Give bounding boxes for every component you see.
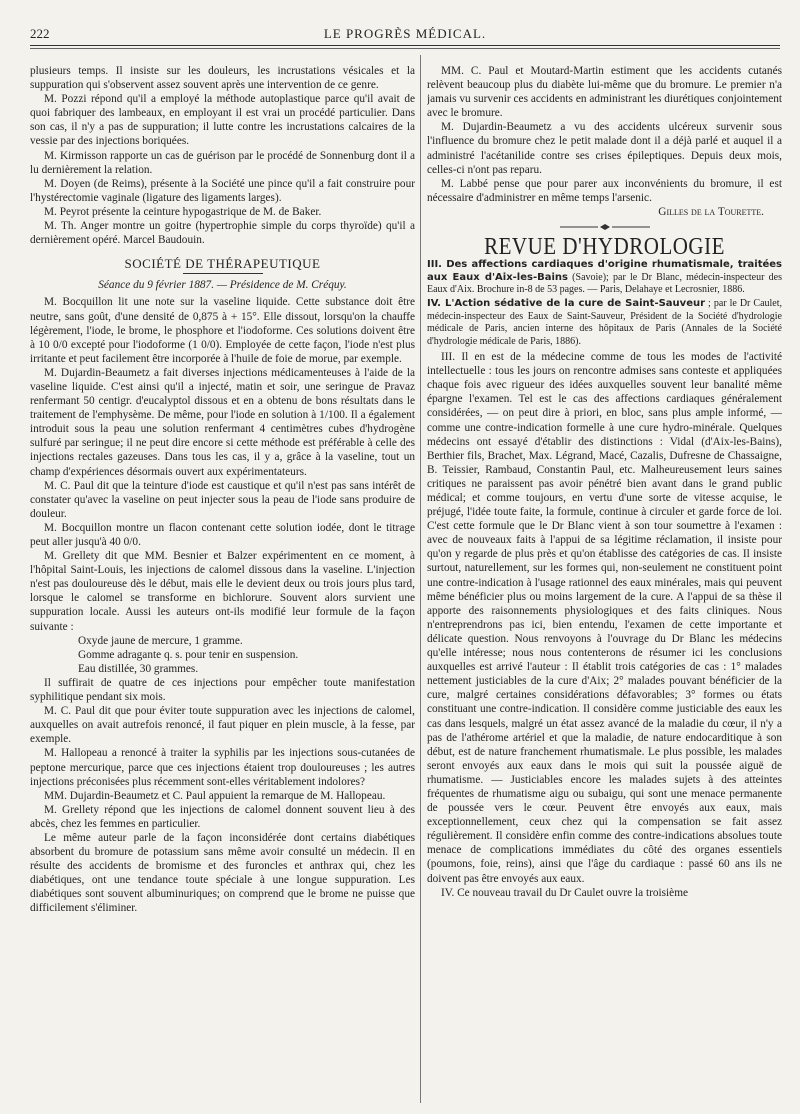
page-header [30,26,780,46]
paragraph: Il suffirait de quatre de ces injections pour empêcher toute manifestation syphilitique pendant six mois. [30,676,415,704]
header-rule [30,45,780,46]
paragraph: M. Dujardin-Beaumetz a fait diverses injections médicamenteuses à l'aide de la vaseline liquide. C'est ainsi qu'il a injecté, matin et soir, une seringue de Pravaz renfermant 50 centigr. d'eucalyptol dissous et en a obtenu de bons résultats dans le traitement de l'emphysème. De même, pour l'iode en solution à 1/100. Il a également introduit sous la peau une solution renfermant 4 centimètres cubes d'hydrogène sulfuré par seringue; il ne peut dire encore si cette méthode est préférable à celle des injections rectales gazeuses. Dans tous les cas, il y a, grâce à la vaseline, tout un champ d'expériences désormais ouvert aux expérimentateurs. [30,366,415,478]
paragraph: M. Grellety répond que les injections de calomel donnent souvent lieu à des abcès, chez les femmes en particulier. [30,803,415,830]
formula-line: Eau distillée, 30 grammes. [78,662,199,675]
section-rule [183,273,263,274]
paragraph: M. Th. Anger montre un goitre (hypertrophie simple du corps thyroïde) qu'il a dernièrement opéré. Marcel Baudouin. [30,220,415,247]
reference-details: ; par le Dr Caulet, médecin-inspecteur des Eaux de Saint-Sauveur, Président de la Société d'hydrologie médicale de Paris, ancien interne des hôpitaux de Paris (Annales de la Société d'hydrologie médicale de Paris, 1886). [427,298,782,347]
header-rule-secondary [30,48,780,49]
reference-details: (Savoie); par le Dr Blanc, médecin-inspecteur des Eaux d'Aix. Brochure in-8 de 53 pages. — Paris, Delahaye et Lecrosnier, 1886. [427,271,782,296]
reference-entry [427,259,782,296]
paragraph: Le même auteur parle de la façon inconsidérée dont certains diabétiques absorbent du bromure de potassium sans même avoir consulté un médecin. Il en résulte des accidents de bromisme et des furoncles et anthrax qui, chez les diabétiques, ont une tendance toute spéciale à une longue suppuration. Les diabétiques sont souvent albuminuriques; on comprend que le brome ne puisse que difficilement s'éliminer. [30,831,415,915]
seance-line: Séance du 9 février 1887. — Présidence de M. Créquy. [98,279,347,292]
paragraph: MM. C. Paul et Moutard-Martin estiment que les accidents cutanés relèvent beaucoup plus du diabète lui-même que du bromure. Le premier n'a jamais vu survenir ces accidents en administrant les diurétiques conjointement avec le bromure. [427,65,782,120]
paragraph: M. Pozzi répond qu'il a employé la méthode autoplastique parce qu'il avait de quoi fabriquer des lambeaux, en employant il est vrai un procédé particulier. Dans son cas, il n'y a pas de suppuration; il lutte contre les incrustations calcaires de la vessie par des injections boriquées. [30,93,415,148]
paragraph: IV. Ce nouveau travail du Dr Caulet ouvre la troisième [441,886,688,899]
column-divider [420,55,421,1103]
paragraph: M. Dujardin-Beaumetz a vu des accidents ulcéreux survenir sous l'influence du bromure chez le petit malade dont il a déjà parlé et auquel il a administré l'acétanilide contre ses crises épileptiques. Depuis deux mois, celles-ci n'ont pas reparu. [427,121,782,176]
section-title: SOCIÉTÉ DE THÉRAPEUTIQUE [124,256,321,272]
journal-title: LE PROGRÈS MÉDICAL. [323,26,487,41]
page-number: 222 [30,26,50,41]
paragraph: plusieurs temps. Il insiste sur les douleurs, les incrustations vésicales et la suppuration qui s'observent assez souvent après une intervention de ce genre. [30,65,415,92]
paragraph: M. Peyrot présente la ceinture hypogastrique de M. de Baker. [44,205,322,218]
paragraph: M. Bocquillon lit une note sur la vaseline liquide. Cette substance doit être neutre, sans goût, d'une densité de 0,875 à + 15°. Elle dissout, lorsqu'on la chauffe légèrement, l'iode, le brome, le phosphore et l'iodoforme. Ces solutions doivent être à 10 0/0 excepté pour l'iodoforme (1 0/0). Employée de cette façon, l'iode n'est plus irritante et peut facilement être incorporée à l'huile de foie de morue, par exemple. [30,296,415,365]
left-column [30,64,415,1104]
author-signature: Gilles de la Tourette. [658,205,764,218]
right-column [427,64,782,1104]
reference-entry [427,298,782,348]
paragraph: M. Doyen (de Reims), présente à la Société une pince qu'il a fait construire pour l'hystérectomie vaginale (ligature des ligaments larges). [30,177,415,204]
paragraph: M. Bocquillon montre un flacon contenant cette solution iodée, dont le titrage peut aller jusqu'à 40 0/0. [30,521,415,548]
paragraph: M. Grellety dit que MM. Besnier et Balzer expérimentent en ce moment, à l'hôpital Saint-Louis, les injections de calomel dissous dans la vaseline. L'injection n'est pas douloureuse dès le début, mais elle le devient deux ou trois jours plus tard, lorsque le calomel se transforme en bichlorure. Souvent alors survient une suppuration locale. Aussi les auteurs ont-ils modifié leur formule de la façon suivante : [30,550,415,633]
paragraph: M. C. Paul dit que pour éviter toute suppuration avec les injections de calomel, auxquelles on avait autrefois renoncé, il faut piquer en plein muscle, à la fesse, par exemple. [30,705,415,746]
paragraph: III. Il en est de la médecine comme de tous les modes de l'activité intellectuelle : tous les jours on rencontre admises sans conteste et appliquées chaque fois avec rigueur des idées auxquelles souvent leur banalité même épargne l'examen. Tel est le cas des affections cardiaques généralement considérées, — on peut dire à priori, en bloc, sans plus ample informé, — comme une contre-indication formelle à une cure hydro-minérale. Quelques médecins ont essayé d'établir des distinctions : Vidal (d'Aix-les-Bains), Berthier fils, Brachet, Max. Légrand, Macé, Cazalis, Dufresne de Chassaigne, B. Teissier, Rambaud, Constantin Paul, etc. Malheureusement leurs saines critiques ne paraissent pas avoir pénétré bien avant dans le grand public médical; et comme toujours, en vertu d'une sorte de vitesse acquise, le préjugé, l'idée toute faite, la formule, continue à circuler et garde force de loi. C'est cette formule que le Dr Blanc vient à son tour soumettre à l'examen : avec de nouveaux faits à l'appui de sa légitime réclamation, il insiste pour qu'on y regarde de plus près et qu'on établisse des catégories de cas. Il insiste surtout, naturellement, sur les formes qui, non-seulement ne constituent point une contre-indication à l'usage rationnel des eaux minérales, mais qui peuvent même bénéficier plus ou moins largement de la cure. A l'appui de sa thèse il apporte des raisonnements physiologiques et des faits cliniques. Nous n'entreprendrons pas ici, bien entendu, l'examen de cette importante et délicate question. Nous renvoyons à l'ouvrage du Dr Blanc les médecins qu'elle intéresse; nous nous contenterons de résumer ici les conclusions auxquelles est arrivé l'auteur : Il établit trois catégories de cas : 1° malades nettement justiciables de la cure d'Aix; 2° malades pouvant bénéficier de la cure, malgré certaines considérations défavorables; 3° formes ou états constituant une contre-indication. Il considère comme justiciable des eaux les cas dans lesquels, malgré un état assez avancé de la maladie du cœur, il n'y a pas de l'athérome artériel et que la maladie, de nature endocarditique à son début, est de nature franchement rhumatismale. Le plus possible, les malades seront envoyés aux eaux dans le mois qui suit la poussée aiguë de rhumatisme. — Justiciables encore les malades sujets à des atteintes fréquentes de rhumatisme aigu ou subaigu, qui sont une menace permanente de poussée vers le cœur. Peuvent être envoyés aux eaux, mais exceptionnellement, ceux chez qui la compensation se fait assez régulièrement. Il considère enfin comme des contre-indications absolues toute menace de complications immédiates du côté des organes essentiels (poumons, foie, reins), ainsi que l'âge du cardiaque : passé 60 ans ils ne doivent pas être envoyés aux eaux. [427,351,782,885]
reference-title: III. Des affections cardiaques d'origine rhumatismale, traitées aux Eaux d'Aix-les-Bains [427,259,782,283]
ornament-icon [560,223,650,231]
paragraph: M. Labbé pense que pour parer aux inconvénients du bromure, il est nécessaire d'administrer en même temps l'arsenic. [427,177,782,204]
paragraph: M. Hallopeau a renoncé à traiter la syphilis par les injections sous-cutanées de peptone mercurique, parce que ces injections étaient trop douloureuses ; les autres injections préconisées plus récemment sont-elles véritablement indolores? [30,747,415,788]
paragraph: M. C. Paul dit que la teinture d'iode est caustique et qu'il n'est pas sans intérêt de constater qu'avec la vaseline on peut injecter sous la peau de l'iode sans produire de douleur. [30,479,415,520]
reference-title: IV. L'Action sédative de la cure de Saint-Sauveur [427,298,706,310]
revue-title: REVUE D'HYDROLOGIE [484,232,725,260]
paragraph: MM. Dujardin-Beaumetz et C. Paul appuient la remarque de M. Hallopeau. [44,789,386,802]
formula-line: Oxyde jaune de mercure, 1 gramme. [78,634,243,647]
formula-line: Gomme adragante q. s. pour tenir en suspension. [78,648,299,661]
paragraph: M. Kirmisson rapporte un cas de guérison par le procédé de Sonnenburg dont il a lu dernièrement la relation. [30,149,415,176]
